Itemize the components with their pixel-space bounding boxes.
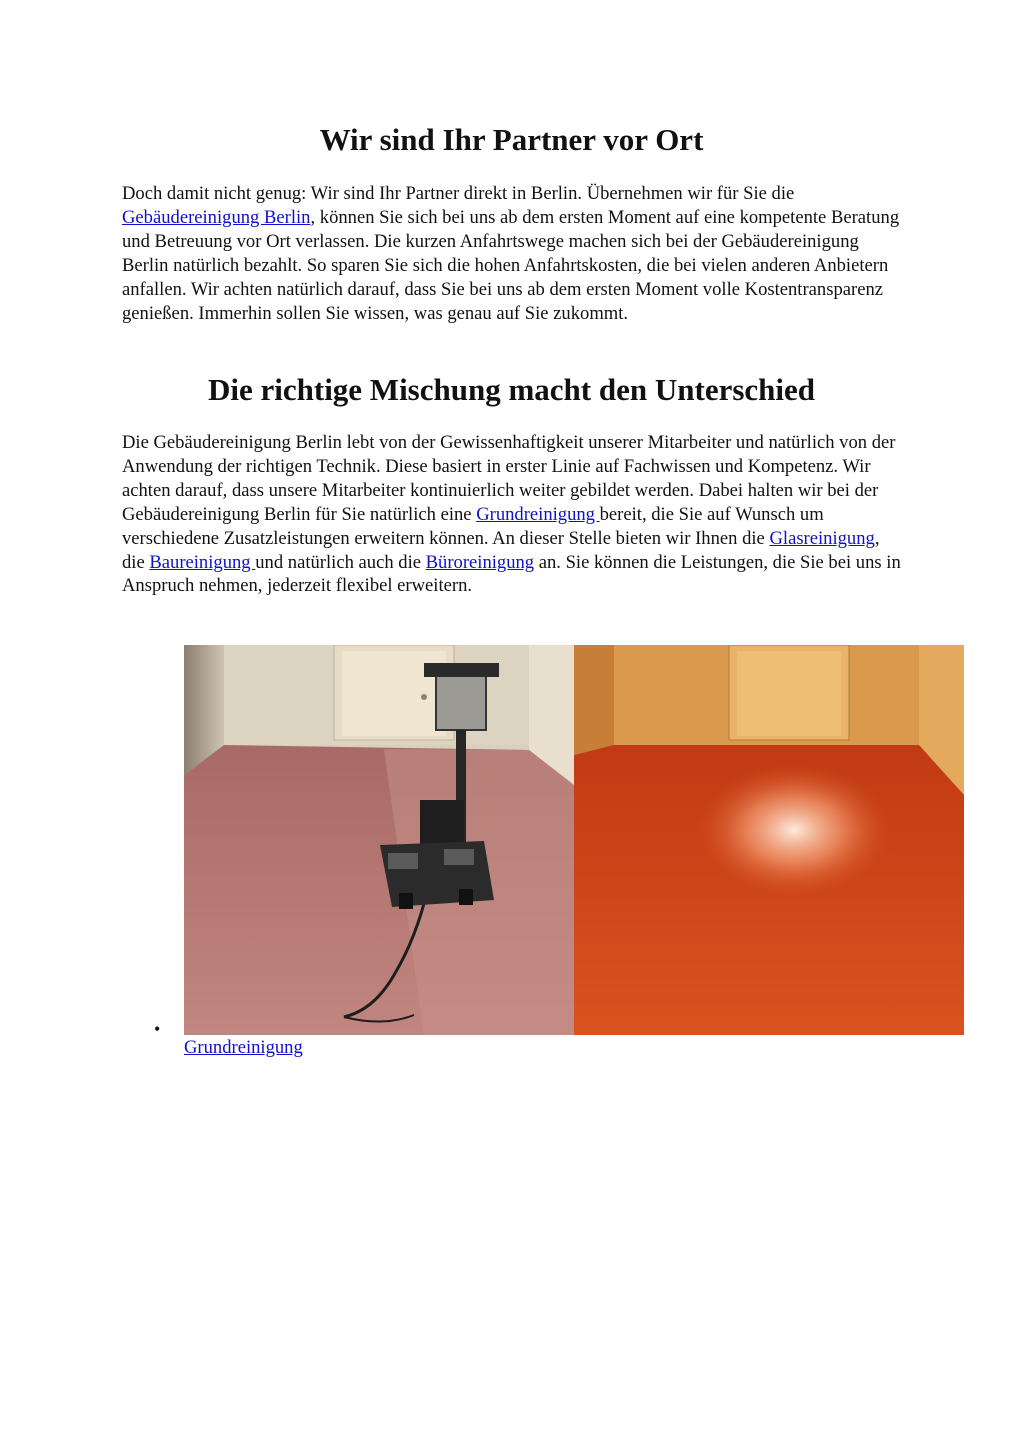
figure-caption bbox=[184, 1036, 303, 1060]
link-grundreinigung[interactable]: Grundreinigung bbox=[476, 503, 600, 525]
paragraph-mischung bbox=[122, 431, 902, 598]
paragraph-text: bereit, die Sie auf Wunsch um verschiedene Zusatzleistungen erweitern können. An dieser Stelle bieten wir Ihnen die bbox=[122, 503, 824, 549]
paragraph-text: , können Sie sich bei uns ab dem ersten Moment auf eine kompetente Beratung und Betreuung vor Ort verlassen. Die kurzen Anfahrtswege machen sich bei der Gebäudereinigung Berlin natürlich bezahlt. So sparen Sie sich die hohen Anfahrtskosten, die bei vielen anderen Anbietern anfallen. Wir achten natürlich darauf, dass Sie bei uns ab dem ersten Moment volle Kostentransparenz genießen. Immerhin sollen Sie wissen, was genau auf Sie zukommt. bbox=[122, 206, 900, 324]
link-baureinigung[interactable]: Baureinigung bbox=[149, 551, 256, 573]
link-glasreinigung[interactable]: Glasreinigung bbox=[769, 527, 875, 549]
paragraph-text: und natürlich auch die bbox=[255, 551, 426, 573]
paragraph-text: an. Sie können die Leistungen, die Sie bei uns in Anspruch nehmen, jederzeit flexibel erweitern. bbox=[122, 551, 901, 597]
paragraph-text: Doch damit nicht genug: Wir sind Ihr Partner direkt in Berlin. Übernehmen wir für Sie die bbox=[122, 183, 795, 204]
section-heading-partner: Wir sind Ihr Partner vor Ort bbox=[319, 122, 704, 157]
after-photo bbox=[574, 645, 964, 1035]
paragraph-partner bbox=[122, 182, 902, 325]
before-after-floor-photo[interactable] bbox=[184, 645, 964, 1035]
paragraph-text: , die bbox=[122, 527, 880, 573]
paragraph-text: Die Gebäudereinigung Berlin lebt von der Gewissenhaftigkeit unserer Mitarbeiter und natürlich von der Anwendung der richtigen Technik. Diese basiert in erster Linie auf Fachwissen und Kompetenz. Wir achten darauf, dass unsere Mitarbeiter kontinuierlich weiter gebildet werden. Dabei halten wir bei der Gebäudereinigung Berlin für Sie natürlich eine bbox=[122, 432, 896, 525]
link-bueroreinigung[interactable]: Büroreinigung bbox=[425, 551, 535, 573]
link-gebaeudereinigung-berlin[interactable]: Gebäudereinigung Berlin bbox=[122, 206, 311, 228]
before-photo bbox=[184, 645, 574, 1035]
section-heading-mischung: Die richtige Mischung macht den Unterschied bbox=[207, 372, 816, 407]
list-bullet: • bbox=[154, 1019, 161, 1039]
caption-link-grundreinigung[interactable]: Grundreinigung bbox=[184, 1037, 303, 1058]
